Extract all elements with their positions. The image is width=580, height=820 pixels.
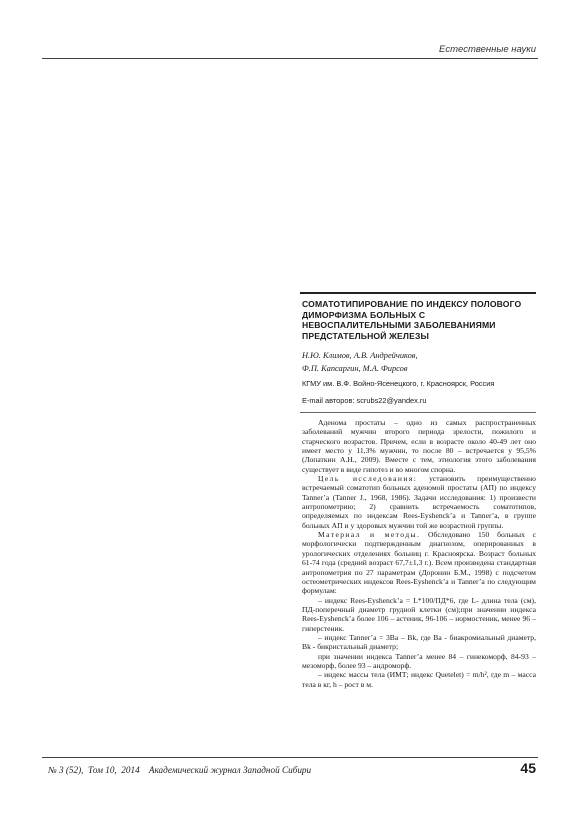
email-rule xyxy=(300,412,536,413)
affiliation: КГМУ им. В.Ф. Войно-Ясенецкого, г. Красноярск, Россия xyxy=(302,379,495,388)
footer-journal-issue: № 3 (52), Том 10, 2014 Академический журнал Западной Сибири xyxy=(48,765,312,775)
author-email: E-mail авторов: scrubs22@yandex.ru xyxy=(302,396,427,405)
title-rule xyxy=(300,292,536,294)
paragraph-aim xyxy=(302,474,536,530)
paragraph-formula-bmi: – индекс массы тела (ИМТ; индекс Quetelet) = m/h², где m – масса тела в кг, h – рост в м. xyxy=(302,670,536,689)
authors-line-2: Ф.П. Капсаргин, М.А. Фирсов xyxy=(302,363,408,373)
paragraph-formula-tanner: – индекс Tanner’a = 3Ва – Bk, где Ва - биакромиальный диаметр, Bk - бикристальный диаметр; xyxy=(302,632,536,652)
paragraph-formula-rees: – индекс Rees-Eyshenck’a = L*100/ПД*6, где L- длина тела (см), ПД-поперечный диаметр грудной клетки (см);при значении индекса Rees-Eyshenck’a более 106 – астеник, 96-106 – нормостеник, менее 96 – гиперстеник. xyxy=(302,595,536,633)
aim-lead: Цель исследования: xyxy=(318,474,418,484)
article-title: СОМАТОТИПИРОВАНИЕ ПО ИНДЕКСУ ПОЛОВОГО ДИМОРФИЗМА БОЛЬНЫХ С НЕВОСПАЛИТЕЛЬНЫМИ ЗАБОЛЕВАНИЯМИ ПРЕДСТАТЕЛЬНОЙ ЖЕЛЕЗЫ xyxy=(302,299,522,341)
running-header-section: Естественные науки xyxy=(439,44,536,55)
methods-lead: Материал и методы. xyxy=(318,530,421,540)
page-number: 45 xyxy=(520,760,536,776)
paragraph-intro: Аденома простаты – одно из самых распространенных заболеваний мужчин второго периода зрелости, пожилого и старческого возрастов. Причем, если в возрасте около 40-49 лет оно имеет место у 11,3% мужчин, то после 80 – встречается у 95,5% (Лопаткин А.Н., 2009). Вместе с тем, этиология этого заболевания существует в виде гипотез и во многом спорна. xyxy=(302,418,536,474)
paragraph-methods xyxy=(302,530,536,595)
methods-text: Обследовано 150 больных с морфологически подтвержденным диагнозом, оперированных в урологических отделениях больниц г. Красноярска. Возраст больных 61-74 года (средний возраст 67,7±1,3 г.). Всем произведена стандартная антропометрия по 27 параметрам (Доронин Б.М., 1998) с подсчетом остеометрических индексов Rees-Eyshenck’a и Tanner’a по следующим формулам: xyxy=(302,530,536,596)
aim-text: установить преимущественно встречаемый соматотип больных аденомой простаты (АП) по индексу Tanner’a (Tanner J., 1968, 1986). Задачи исследования: 1) произвести антропометрию; 2) сравнить встречаемость соматотипов, определяемых по индексам Rees-Eyshenck’a и Tanner’a, в группе больных АП и у здоровых мужчин той же возрастной группы. xyxy=(302,474,536,530)
paragraph-tanner-values: при значении индекса Tanner’a менее 84 – гинекоморф, 84-93 – мезоморф, более 93 – андроморф. xyxy=(302,651,536,670)
article-body xyxy=(302,418,536,689)
authors xyxy=(302,350,536,375)
footer-rule xyxy=(42,757,538,758)
header-rule xyxy=(42,58,538,59)
authors-line-1: Н.Ю. Климов, А.В. Андрейчиков, xyxy=(302,351,418,360)
